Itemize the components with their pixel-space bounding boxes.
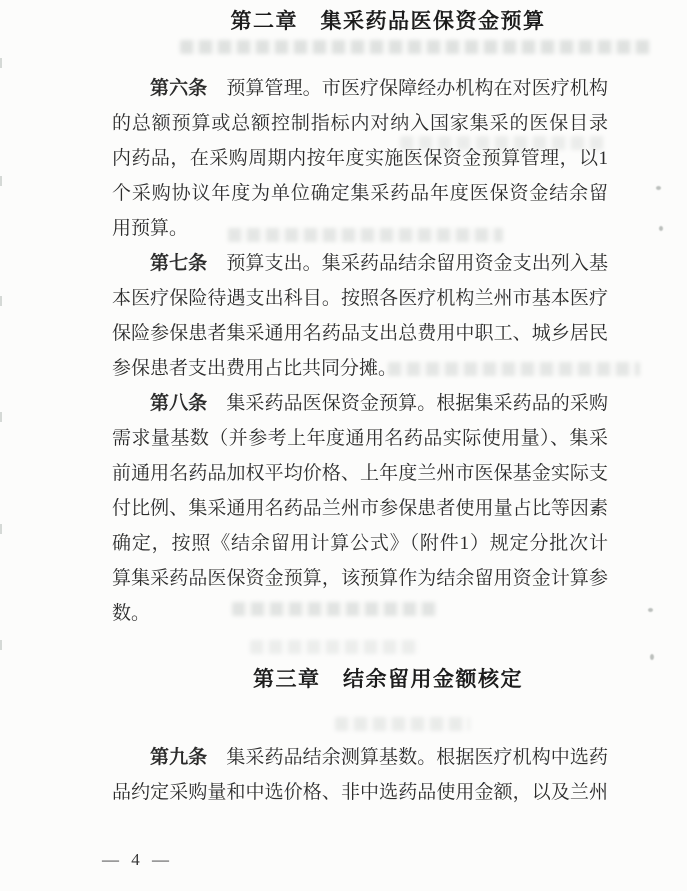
article-number-label: 第八条 [150, 393, 227, 414]
scan-edge-mark [0, 524, 2, 534]
text-line [112, 316, 608, 351]
text-line [112, 71, 608, 106]
ink-speck [656, 186, 661, 190]
text-line [112, 596, 608, 631]
ink-speck [659, 226, 663, 231]
text-line [112, 281, 608, 316]
text-run: 个采购协议年度为单位确定集采药品年度医保资金结余留 [112, 183, 608, 204]
chapter-3-body-block [112, 740, 608, 810]
text-run: 确定，按照《结余留用计算公式》（附件1）规定分批次计 [112, 533, 608, 554]
text-line [112, 176, 608, 211]
article-number-label: 第七条 [150, 253, 227, 274]
text-run: 集采药品结余测算基数。根据医疗机构中选药 [226, 747, 608, 768]
scan-edge-mark [0, 412, 2, 422]
bleedthrough-artifact [180, 40, 650, 54]
text-run: 前通用名药品加权平均价格、上年度兰州市医保基金实际支 [112, 463, 608, 484]
text-line [112, 775, 608, 810]
text-line [112, 351, 608, 386]
text-run: 数。 [112, 603, 151, 624]
scan-edge-mark [0, 296, 2, 306]
text-run: 内药品，在采购周期内按年度实施医保资金预算管理，以1 [112, 148, 608, 169]
text-line [112, 246, 608, 281]
text-line [112, 456, 608, 491]
text-line [112, 141, 608, 176]
ink-speck [650, 654, 654, 660]
text-run: 付比例、集采通用名药品兰州市参保患者使用量占比等因素 [112, 498, 608, 519]
text-line [112, 740, 608, 775]
text-run: 集采药品医保资金预算。根据集采药品的采购 [226, 393, 608, 414]
text-run: 需求量基数（并参考上年度通用名药品实际使用量）、集采 [112, 428, 608, 449]
text-line [112, 421, 608, 456]
chapter-2-heading: 第二章 集采药品医保资金预算 [230, 10, 546, 33]
article-number-label: 第六条 [150, 78, 227, 99]
text-line [112, 211, 608, 246]
text-line [112, 106, 608, 141]
text-run: 的总额预算或总额控制指标内对纳入国家集采的医保目录 [112, 113, 608, 134]
text-run: 预算管理。市医疗保障经办机构在对医疗机构 [226, 78, 608, 99]
article-number-label: 第九条 [150, 747, 227, 768]
text-run: 预算支出。集采药品结余留用资金支出列入基 [226, 253, 608, 274]
text-line [112, 491, 608, 526]
text-run: 本医疗保险待遇支出科目。按照各医疗机构兰州市基本医疗 [112, 288, 608, 309]
chapter-3-heading: 第三章 结余留用金额核定 [253, 668, 523, 691]
bleedthrough-artifact [335, 717, 470, 731]
text-run: 品约定采购量和中选价格、非中选药品使用金额，以及兰州 [112, 782, 608, 803]
text-line [112, 526, 608, 561]
ink-speck [648, 608, 653, 612]
text-run: 参保患者支出费用占比共同分摊。 [112, 358, 398, 379]
bleedthrough-artifact [250, 640, 420, 654]
text-line [112, 561, 608, 596]
page-number: — 4 — [102, 850, 173, 869]
text-line [112, 386, 608, 421]
scan-edge-mark [0, 58, 2, 68]
text-run: 算集采药品医保资金预算，该预算作为结余留用资金计算参 [112, 568, 608, 589]
scan-edge-mark [0, 640, 2, 650]
chapter-2-body-block [112, 71, 608, 631]
scan-edge-mark [0, 176, 2, 186]
text-run: 用预算。 [112, 218, 189, 239]
text-run: 保险参保患者集采通用名药品支出总费用中职工、城乡居民 [112, 323, 608, 344]
